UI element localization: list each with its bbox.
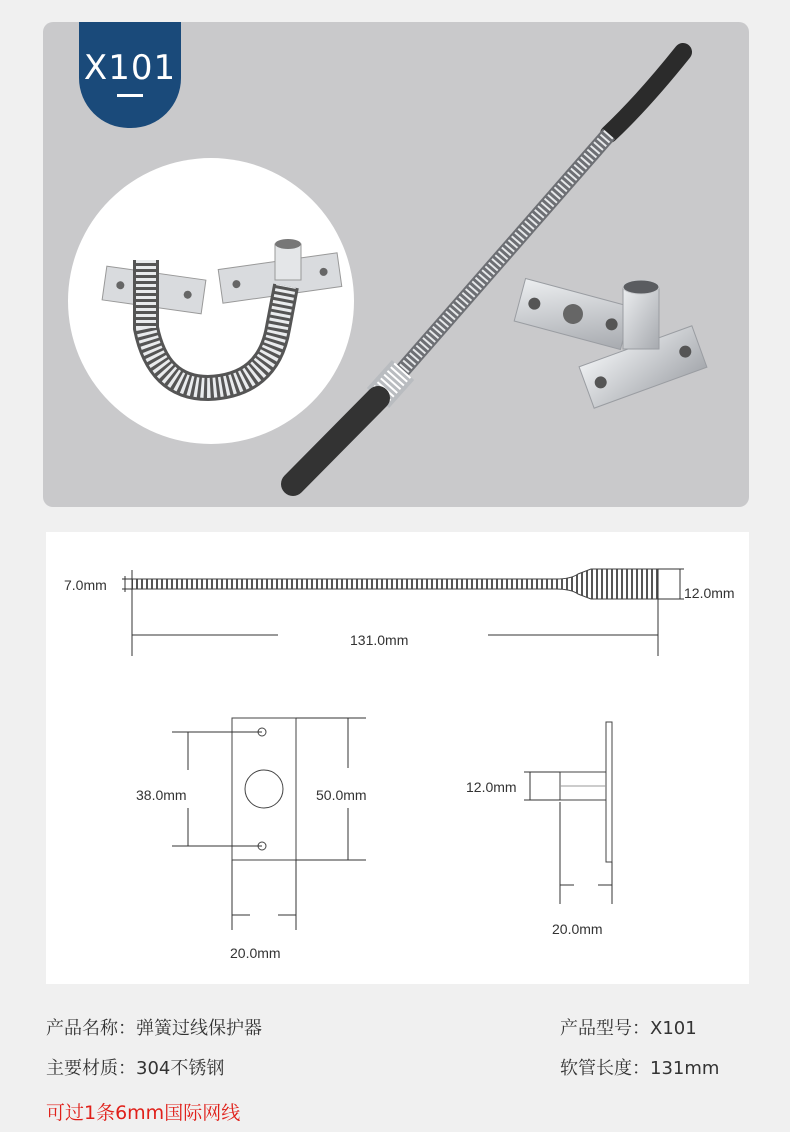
plate-height-label: 50.0mm	[316, 787, 367, 803]
spec-hose-length-value: 131mm	[650, 1058, 720, 1079]
sleeve-diameter-label: 12.0mm	[466, 779, 517, 795]
sleeve-side-view	[466, 722, 612, 937]
spec-product-name-label: 产品名称：	[46, 1018, 136, 1039]
model-tag-text: X101	[83, 48, 177, 88]
spec-product-name-value: 弹簧过线保护器	[136, 1018, 262, 1039]
spec-hose-length-label: 软管长度：	[560, 1058, 650, 1079]
spec-hose-length	[560, 1054, 719, 1080]
dimension-drawing-panel	[46, 532, 749, 984]
dimension-drawing	[46, 532, 749, 984]
cable-thick-diameter-label: 12.0mm	[684, 585, 735, 601]
cable-thin-diameter-label: 7.0mm	[64, 577, 107, 593]
installed-example-image	[68, 158, 354, 444]
installed-example-drawing	[68, 158, 354, 444]
model-tag-underline	[117, 94, 143, 97]
cable-side-view	[64, 569, 735, 656]
spec-material	[46, 1054, 224, 1080]
spec-model-value: X101	[650, 1018, 697, 1039]
spec-product-name	[46, 1014, 262, 1040]
spec-model-label: 产品型号：	[560, 1018, 650, 1039]
plate-front-view	[136, 718, 367, 961]
cable-capacity-note: 可过1条6mm国际网线	[46, 1102, 241, 1124]
model-tag	[79, 22, 181, 128]
spec-material-label: 主要材质：	[46, 1058, 136, 1079]
plate-width-label: 20.0mm	[230, 945, 281, 961]
plate-hole-spacing-label: 38.0mm	[136, 787, 187, 803]
product-photo-panel	[43, 22, 749, 507]
cable-length-label: 131.0mm	[350, 632, 409, 648]
spec-material-value: 304不锈钢	[136, 1058, 225, 1079]
spec-model	[560, 1014, 697, 1040]
sleeve-length-label: 20.0mm	[552, 921, 603, 937]
